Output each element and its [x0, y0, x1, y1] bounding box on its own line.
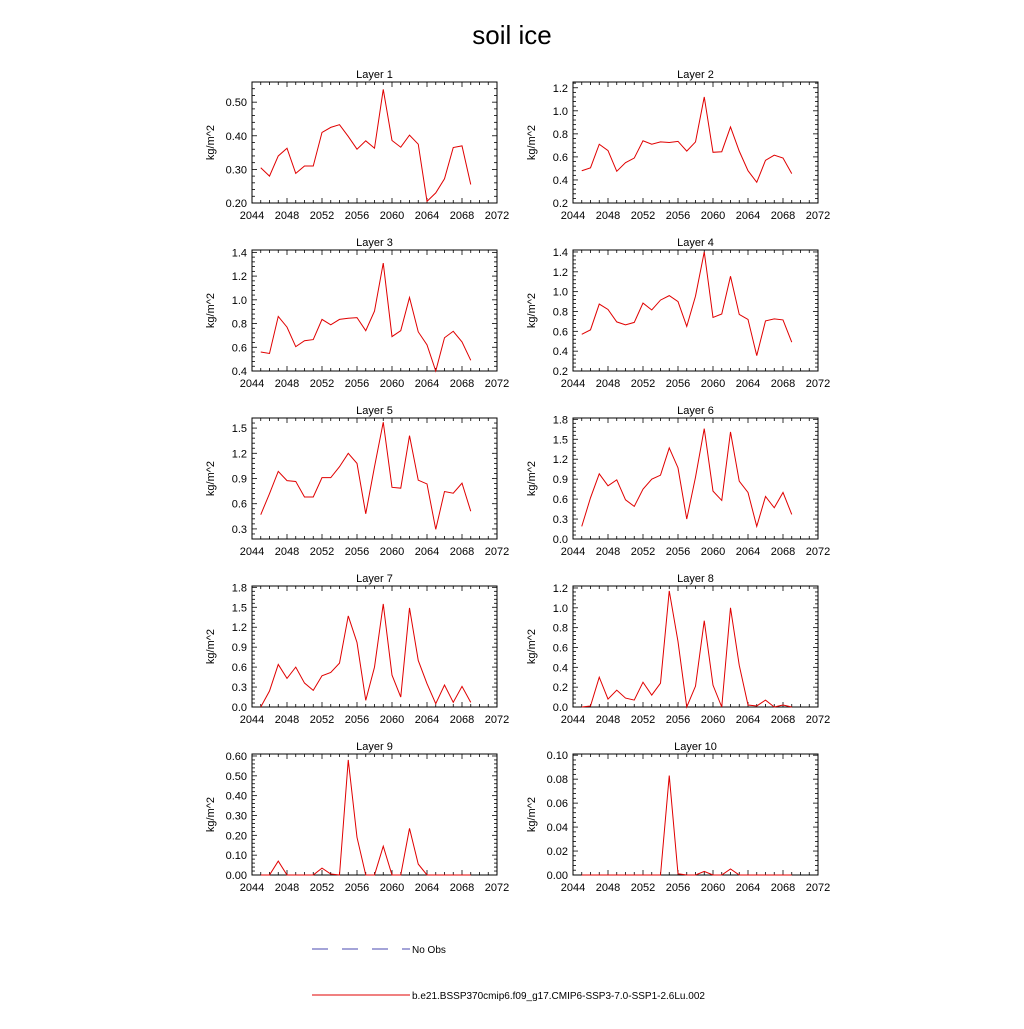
x-tick-label: 2048 — [274, 882, 300, 894]
y-tick-label: 1.2 — [231, 622, 247, 635]
y-tick-label: 1.5 — [231, 602, 247, 615]
legend-obs-label: No Obs — [412, 945, 446, 956]
y-tick-label: 0.8 — [552, 306, 568, 319]
y-axis-label: kg/m^2 — [205, 628, 217, 665]
figure-title: soil ice — [472, 20, 552, 50]
x-tick-label: 2068 — [449, 882, 475, 894]
chart-panel-6 — [526, 405, 830, 558]
x-tick-label: 2048 — [274, 714, 300, 726]
panel-title: Layer 1 — [356, 69, 393, 81]
plot-frame — [252, 82, 497, 203]
x-tick-label: 2068 — [770, 210, 796, 222]
y-tick-label: 0.6 — [552, 494, 568, 507]
chart-panel-9 — [205, 741, 509, 894]
x-tick-label: 2068 — [770, 378, 796, 390]
x-tick-label: 2068 — [449, 210, 475, 222]
plot-frame — [573, 754, 818, 875]
y-tick-label: 0.10 — [546, 750, 568, 763]
x-tick-label: 2072 — [805, 546, 831, 558]
x-tick-label: 2048 — [595, 882, 621, 894]
plot-frame — [573, 586, 818, 707]
y-tick-label: 0.08 — [546, 774, 568, 787]
series-line-1 — [261, 760, 471, 875]
y-tick-label: 0.06 — [546, 798, 568, 811]
y-tick-label: 0.60 — [225, 750, 247, 763]
y-tick-label: 0.2 — [552, 682, 568, 695]
y-tick-label: 0.10 — [225, 850, 247, 863]
y-tick-label: 0.6 — [552, 642, 568, 655]
y-tick-label: 1.0 — [552, 602, 568, 615]
y-tick-label: 1.2 — [552, 82, 568, 95]
y-tick-label: 0.20 — [225, 830, 247, 843]
series-line-1 — [582, 97, 792, 182]
x-tick-label: 2052 — [630, 882, 656, 894]
x-tick-label: 2052 — [630, 378, 656, 390]
y-tick-label: 0.0 — [552, 702, 568, 714]
x-tick-label: 2056 — [344, 378, 370, 390]
y-axis-label: kg/m^2 — [205, 292, 217, 329]
y-tick-label: 0.4 — [552, 346, 568, 359]
y-tick-label: 0.02 — [546, 846, 568, 859]
y-axis-label: kg/m^2 — [205, 796, 217, 833]
x-tick-label: 2060 — [379, 714, 405, 726]
x-tick-label: 2056 — [665, 882, 691, 894]
x-tick-label: 2060 — [700, 546, 726, 558]
x-tick-label: 2068 — [449, 378, 475, 390]
panel-title: Layer 10 — [674, 741, 717, 753]
x-tick-label: 2052 — [309, 378, 335, 390]
y-tick-label: 0.3 — [231, 682, 247, 695]
x-tick-label: 2044 — [560, 882, 586, 894]
x-tick-label: 2060 — [700, 210, 726, 222]
x-tick-label: 2048 — [595, 210, 621, 222]
x-tick-label: 2064 — [735, 210, 761, 222]
x-tick-label: 2052 — [309, 882, 335, 894]
x-tick-label: 2072 — [805, 882, 831, 894]
y-tick-label: 1.4 — [231, 247, 247, 260]
y-tick-label: 0.40 — [225, 130, 247, 143]
x-tick-label: 2072 — [484, 378, 510, 390]
y-tick-label: 0.8 — [552, 622, 568, 635]
legend — [312, 945, 705, 1002]
chart-panel-8 — [526, 573, 830, 726]
chart-panel-5 — [205, 405, 509, 558]
series-line-1 — [582, 252, 792, 356]
x-tick-label: 2060 — [379, 882, 405, 894]
y-tick-label: 1.2 — [552, 266, 568, 279]
x-tick-label: 2044 — [560, 378, 586, 390]
x-tick-label: 2072 — [484, 714, 510, 726]
x-tick-label: 2048 — [274, 378, 300, 390]
y-tick-label: 0.20 — [225, 198, 247, 210]
x-tick-label: 2068 — [449, 714, 475, 726]
y-tick-label: 0.0 — [552, 534, 568, 546]
legend-model-label: b.e21.BSSP370cmip6.f09_g17.CMIP6-SSP3-7.0-SSP1-2.6Lu.002 — [412, 991, 705, 1002]
chart-panel-10 — [526, 741, 830, 894]
x-tick-label: 2072 — [805, 210, 831, 222]
y-tick-label: 0.9 — [231, 473, 247, 486]
y-axis-label: kg/m^2 — [526, 460, 538, 497]
x-tick-label: 2044 — [560, 210, 586, 222]
x-tick-label: 2060 — [379, 378, 405, 390]
y-tick-label: 0.50 — [225, 97, 247, 110]
x-tick-label: 2064 — [414, 714, 440, 726]
y-tick-label: 1.0 — [552, 105, 568, 118]
y-tick-label: 0.6 — [552, 151, 568, 164]
x-tick-label: 2064 — [414, 210, 440, 222]
x-tick-label: 2060 — [700, 882, 726, 894]
series-line-1 — [582, 776, 792, 875]
x-tick-label: 2060 — [379, 546, 405, 558]
panel-title: Layer 4 — [677, 237, 714, 249]
y-tick-label: 0.4 — [552, 662, 568, 675]
y-tick-label: 1.5 — [231, 423, 247, 436]
chart-panel-7 — [205, 573, 509, 726]
y-tick-label: 1.5 — [552, 434, 568, 447]
y-axis-label: kg/m^2 — [205, 124, 217, 161]
x-tick-label: 2064 — [414, 546, 440, 558]
x-tick-label: 2044 — [560, 714, 586, 726]
y-tick-label: 1.0 — [231, 294, 247, 307]
x-tick-label: 2056 — [344, 714, 370, 726]
x-tick-label: 2068 — [770, 714, 796, 726]
y-tick-label: 0.3 — [231, 523, 247, 536]
x-tick-label: 2044 — [239, 714, 265, 726]
y-tick-label: 0.00 — [546, 870, 568, 882]
x-tick-label: 2072 — [484, 210, 510, 222]
x-tick-label: 2056 — [665, 210, 691, 222]
x-tick-label: 2072 — [484, 882, 510, 894]
series-line-1 — [261, 89, 471, 201]
y-axis-label: kg/m^2 — [205, 460, 217, 497]
chart-panel-3 — [205, 237, 509, 390]
panel-title: Layer 2 — [677, 69, 714, 81]
y-tick-label: 0.00 — [225, 870, 247, 882]
x-tick-label: 2068 — [770, 882, 796, 894]
panel-title: Layer 7 — [356, 573, 393, 585]
y-tick-label: 0.6 — [231, 498, 247, 511]
y-tick-label: 0.8 — [552, 128, 568, 141]
x-tick-label: 2056 — [344, 882, 370, 894]
series-line-1 — [582, 429, 792, 527]
y-tick-label: 1.0 — [552, 286, 568, 299]
y-axis-label: kg/m^2 — [526, 628, 538, 665]
plot-frame — [573, 250, 818, 371]
chart-panel-4 — [526, 237, 830, 390]
y-tick-label: 0.04 — [546, 822, 568, 835]
y-tick-label: 0.6 — [552, 326, 568, 339]
x-tick-label: 2056 — [665, 378, 691, 390]
x-tick-label: 2044 — [239, 210, 265, 222]
x-tick-label: 2056 — [665, 714, 691, 726]
series-line-1 — [261, 604, 471, 707]
panel-title: Layer 9 — [356, 741, 393, 753]
x-tick-label: 2064 — [735, 882, 761, 894]
chart-panel-2 — [526, 69, 830, 222]
x-tick-label: 2052 — [630, 546, 656, 558]
x-tick-label: 2064 — [414, 378, 440, 390]
x-tick-label: 2052 — [630, 210, 656, 222]
x-tick-label: 2052 — [309, 546, 335, 558]
plot-frame — [252, 418, 497, 539]
x-tick-label: 2064 — [735, 546, 761, 558]
x-tick-label: 2064 — [735, 378, 761, 390]
y-tick-label: 1.2 — [231, 271, 247, 284]
series-line-1 — [582, 591, 792, 707]
y-tick-label: 0.3 — [552, 514, 568, 527]
x-tick-label: 2048 — [595, 546, 621, 558]
x-tick-label: 2060 — [379, 210, 405, 222]
y-axis-label: kg/m^2 — [526, 124, 538, 161]
y-tick-label: 0.4 — [552, 174, 568, 187]
y-tick-label: 0.4 — [231, 366, 247, 378]
y-tick-label: 1.8 — [231, 582, 247, 595]
x-tick-label: 2072 — [805, 714, 831, 726]
y-tick-label: 0.9 — [552, 474, 568, 487]
x-tick-label: 2048 — [595, 378, 621, 390]
panel-title: Layer 3 — [356, 237, 393, 249]
x-tick-label: 2056 — [344, 210, 370, 222]
panel-title: Layer 8 — [677, 573, 714, 585]
y-tick-label: 0.50 — [225, 770, 247, 783]
y-axis-label: kg/m^2 — [526, 796, 538, 833]
y-tick-label: 1.2 — [552, 582, 568, 595]
y-tick-label: 0.6 — [231, 662, 247, 675]
y-tick-label: 0.2 — [552, 366, 568, 378]
x-tick-label: 2056 — [344, 546, 370, 558]
x-tick-label: 2048 — [595, 714, 621, 726]
series-line-1 — [261, 263, 471, 371]
x-tick-label: 2052 — [630, 714, 656, 726]
panel-title: Layer 5 — [356, 405, 393, 417]
x-tick-label: 2044 — [239, 546, 265, 558]
y-tick-label: 1.8 — [552, 414, 568, 427]
x-tick-label: 2044 — [239, 378, 265, 390]
x-tick-label: 2060 — [700, 378, 726, 390]
y-tick-label: 0.40 — [225, 790, 247, 803]
chart-panels — [205, 69, 830, 894]
x-tick-label: 2060 — [700, 714, 726, 726]
x-tick-label: 2056 — [665, 546, 691, 558]
x-tick-label: 2048 — [274, 210, 300, 222]
y-tick-label: 0.8 — [231, 318, 247, 331]
x-tick-label: 2068 — [770, 546, 796, 558]
x-tick-label: 2044 — [560, 546, 586, 558]
y-tick-label: 1.2 — [552, 454, 568, 467]
plot-frame — [252, 754, 497, 875]
series-line-1 — [261, 422, 471, 529]
x-tick-label: 2068 — [449, 546, 475, 558]
y-tick-label: 0.6 — [231, 342, 247, 355]
x-tick-label: 2064 — [735, 714, 761, 726]
x-tick-label: 2052 — [309, 210, 335, 222]
panel-title: Layer 6 — [677, 405, 714, 417]
y-axis-label: kg/m^2 — [526, 292, 538, 329]
y-tick-label: 0.30 — [225, 810, 247, 823]
x-tick-label: 2044 — [239, 882, 265, 894]
x-tick-label: 2048 — [274, 546, 300, 558]
x-tick-label: 2072 — [805, 378, 831, 390]
y-tick-label: 1.2 — [231, 448, 247, 461]
chart-panel-1 — [205, 69, 509, 222]
x-tick-label: 2072 — [484, 546, 510, 558]
x-tick-label: 2064 — [414, 882, 440, 894]
y-tick-label: 0.30 — [225, 164, 247, 177]
y-tick-label: 0.2 — [552, 198, 568, 210]
x-tick-label: 2052 — [309, 714, 335, 726]
y-tick-label: 0.9 — [231, 642, 247, 655]
y-tick-label: 1.4 — [552, 246, 568, 259]
y-tick-label: 0.0 — [231, 702, 247, 714]
